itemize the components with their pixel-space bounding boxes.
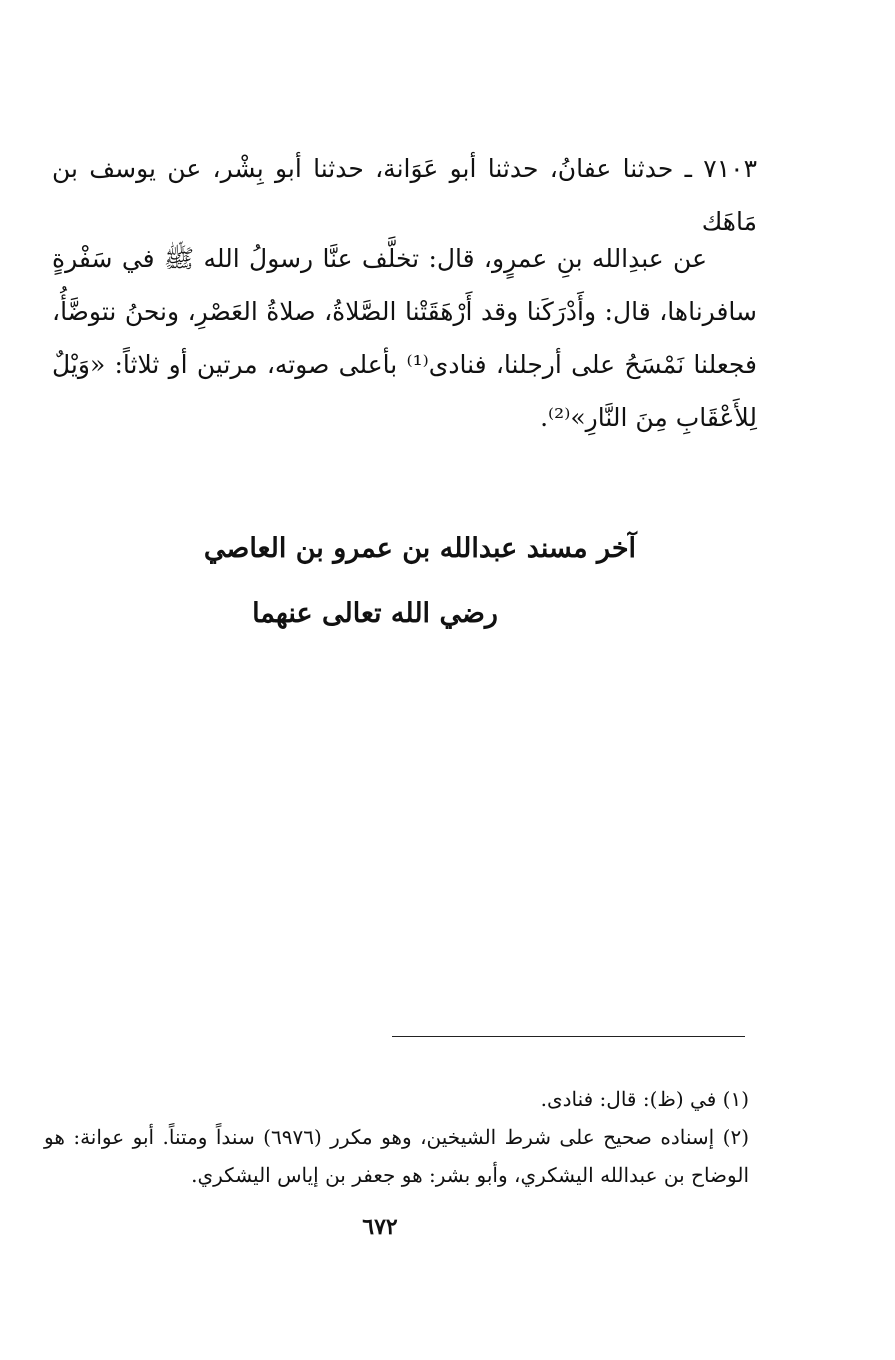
closing-subtitle: رضي الله تعالى عنهما (252, 598, 498, 629)
hadith-body: عن عبدِالله بنِ عمرٍو، قال: تخلَّف عنَّا رسولُ الله ﷺ في سَفْرةٍ سافرناها، قال: وأَدْرَكَنا وقد أَرْهَقَتْنا الصَّلاةُ، صلاةُ العَصْرِ، ونحنُ نتوضَّأُ، فجعلنا نَمْسَحُ على أرجلنا، فنادى⁽¹⁾ بأعلى صوته، مرتين أو ثلاثاً: «وَيْلٌ لِلأَعْقَابِ مِنَ النَّارِ»⁽²⁾. (52, 244, 758, 432)
footnote-divider (392, 1036, 745, 1037)
footnote-2: (٢) إسناده صحيح على شرط الشيخين، وهو مكرر (٦٩٧٦) سنداً ومتناً. أبو عوانة: هو الوضاح بن عبدالله اليشكري، وأبو بشر: هو جعفر بن إياس اليشكري. (44, 1125, 749, 1187)
footnote-1: (١) في (ظ): قال: فنادى. (540, 1087, 749, 1111)
closing-title: آخر مسند عبدالله بن عمرو بن العاصي (203, 533, 637, 564)
footnotes-section (44, 1080, 749, 1194)
page-number: ٦٧٢ (362, 1214, 398, 1240)
hadith-header: ٧١٠٣ ـ حدثنا عفانُ، حدثنا أبو عَوَانة، حدثنا أبو بِشْر، عن يوسف بن مَاهَك (52, 154, 757, 236)
